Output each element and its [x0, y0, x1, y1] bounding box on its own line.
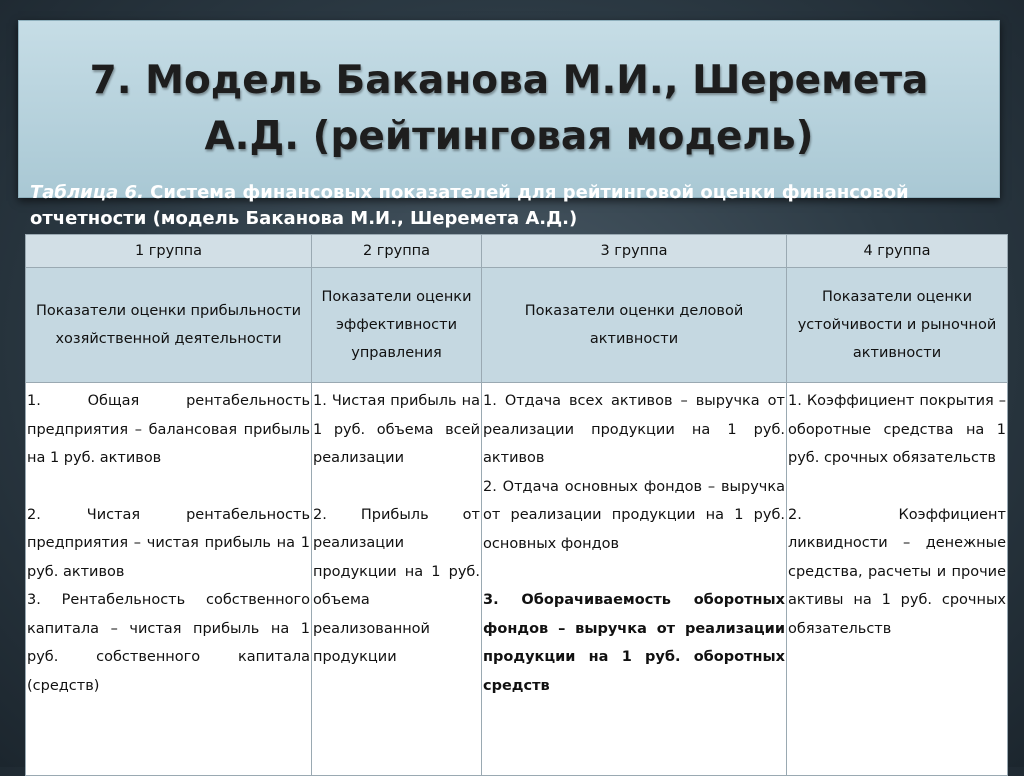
slide-title-line-2: А.Д. (рейтинговая модель) [204, 114, 814, 159]
indicator-1-1: 1. Общая рентабельность предприятия – балансовая прибыль на 1 руб. активов [27, 393, 310, 466]
slide-title-line-1: 7. Модель Баканова М.И., Шеремета [89, 58, 929, 103]
group-2-header: 2 группа [312, 235, 482, 268]
indicator-1-3: 3. Рентабельность собственного капитала – чистая прибыль на 1 руб. собственного капитала (средств) [27, 592, 310, 694]
group-1-header: 1 группа [26, 235, 312, 268]
category-row [26, 268, 1008, 383]
title-banner [18, 20, 1000, 198]
groups-row [26, 235, 1008, 268]
table-caption-text: Система финансовых показателей для рейтинговой оценки финансовой отчетности (модель Баканова М.И., Шеремета А.Д.) [30, 182, 909, 229]
group-1-indicators [26, 383, 312, 776]
indicators-row [26, 383, 1008, 776]
indicator-3-1: 1. Отдача всех активов – выручка от реализации продукции на 1 руб. активов [483, 393, 785, 466]
indicator-2-1: 1. Чистая прибыль на 1 руб. объема всей реализации [313, 393, 480, 466]
indicator-1-2: 2. Чистая рентабельность предприятия – чистая прибыль на 1 руб. активов [27, 506, 310, 580]
category-2: Показатели оценки эффективности управления [312, 268, 482, 383]
indicator-3-2: 2. Отдача основных фондов – выручка от реализации продукции на 1 руб. основных фондов [483, 478, 785, 552]
category-1: Показатели оценки прибыльности хозяйственной деятельности [26, 268, 312, 383]
table-caption [30, 180, 1000, 232]
group-3-indicators [482, 383, 787, 776]
group-2-indicators [312, 383, 482, 776]
category-3: Показатели оценки деловой активности [482, 268, 787, 383]
indicator-4-2: 2. Коэффициент ликвидности – денежные средства, расчеты и прочие активы на 1 руб. срочных обязательств [788, 506, 1006, 637]
indicator-3-3: 3. Оборачиваемость оборотных фондов – выручка от реализации продукции на 1 руб. оборотных средств [483, 592, 785, 694]
category-4: Показатели оценки устойчивости и рыночной активности [787, 268, 1008, 383]
indicator-4-1: 1. Коэффициент покрытия – оборотные средства на 1 руб. срочных обязательств [788, 393, 1006, 466]
indicators-table [25, 234, 1008, 776]
indicator-2-2: 2. Прибыль от реализации продукции на 1 руб. объема реализованной продукции [313, 506, 480, 665]
group-3-header: 3 группа [482, 235, 787, 268]
group-4-indicators [787, 383, 1008, 776]
table-caption-label: Таблица 6. [30, 182, 144, 203]
group-4-header: 4 группа [787, 235, 1008, 268]
